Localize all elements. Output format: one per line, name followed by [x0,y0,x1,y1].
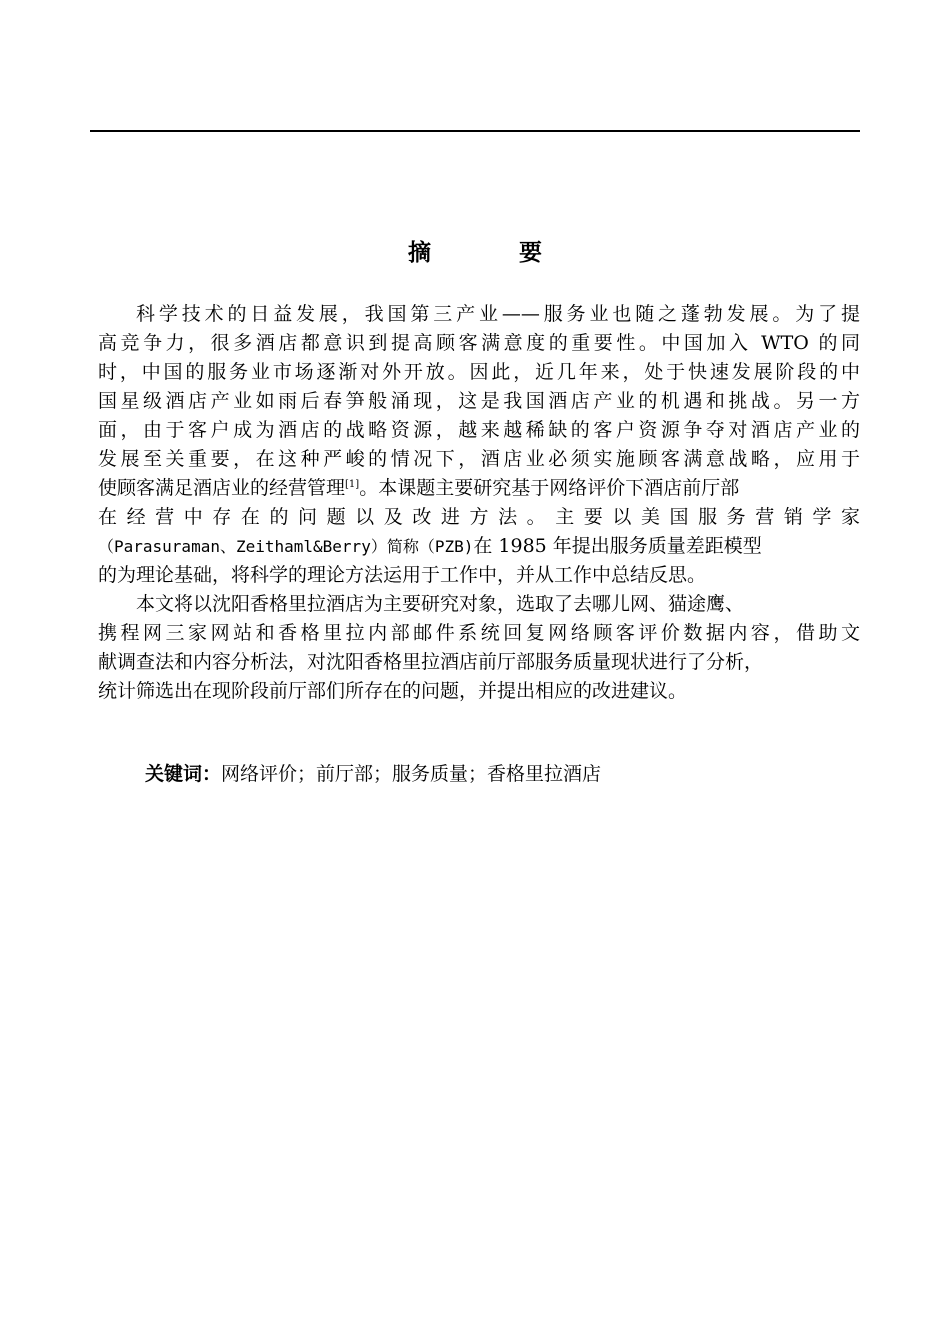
keywords-label: 关键词： [145,763,222,785]
abstract-line: 高竞争力，很多酒店都意识到提高顾客满意度的重要性。中国加入 WTO 的同 [98,332,860,354]
abstract-line: 本文将以沈阳香格里拉酒店为主要研究对象，选取了去哪儿网、猫途鹰、 [136,593,745,615]
abstract-line: 的为理论基础，将科学的理论方法运用于工作中，并从工作中总结反思。 [98,564,707,586]
abstract-line: 国星级酒店产业如雨后春笋般涌现，这是我国酒店产业的机遇和挑战。另一方 [98,390,860,412]
abstract-line-text: 。本课题主要研究基于网络评价下酒店前厅部 [359,477,740,499]
abstract-title: 摘 要 [407,239,582,266]
abstract-line: 献调查法和内容分析法，对沈阳香格里拉酒店前厅部服务质量现状进行了分析， [98,651,764,673]
abstract-body [98,300,860,706]
abstract-line: 发展至关重要，在这种严峻的情况下，酒店业必须实施顾客满意战略，应用于 [98,448,860,470]
keywords-value: 网络评价；前厅部；服务质量；香格里拉酒店 [221,763,602,785]
abstract-line: 时，中国的服务业市场逐渐对外开放。因此，近几年来，处于快速发展阶段的中 [98,361,860,383]
abstract-line-text: 在 1985 年提出服务质量差距模型 [473,535,762,557]
abstract-line: 面，由于客户成为酒店的战略资源，越来越稀缺的客户资源争夺对酒店产业的 [98,419,860,441]
abstract-line: 携程网三家网站和香格里拉内部邮件系统回复网络顾客评价数据内容，借助文 [98,622,860,644]
citation-marker: [1] [345,479,360,490]
author-names: （Parasuraman、Zeithaml&Berry）简称（PZB) [98,537,474,556]
abstract-line [98,474,860,503]
abstract-line: 统计筛选出在现阶段前厅部们所存在的问题，并提出相应的改进建议。 [98,680,688,702]
abstract-line: 科学技术的日益发展，我国第三产业——服务业也随之蓬勃发展。为了提 [136,303,860,325]
abstract-line-text: 使顾客满足酒店业的经营管理 [98,477,346,499]
abstract-line: 在经营中存在的问题以及改进方法。主要以美国服务营销学家 [98,506,860,528]
keywords [145,760,601,789]
header-rule [90,130,860,132]
abstract-line [98,532,860,561]
